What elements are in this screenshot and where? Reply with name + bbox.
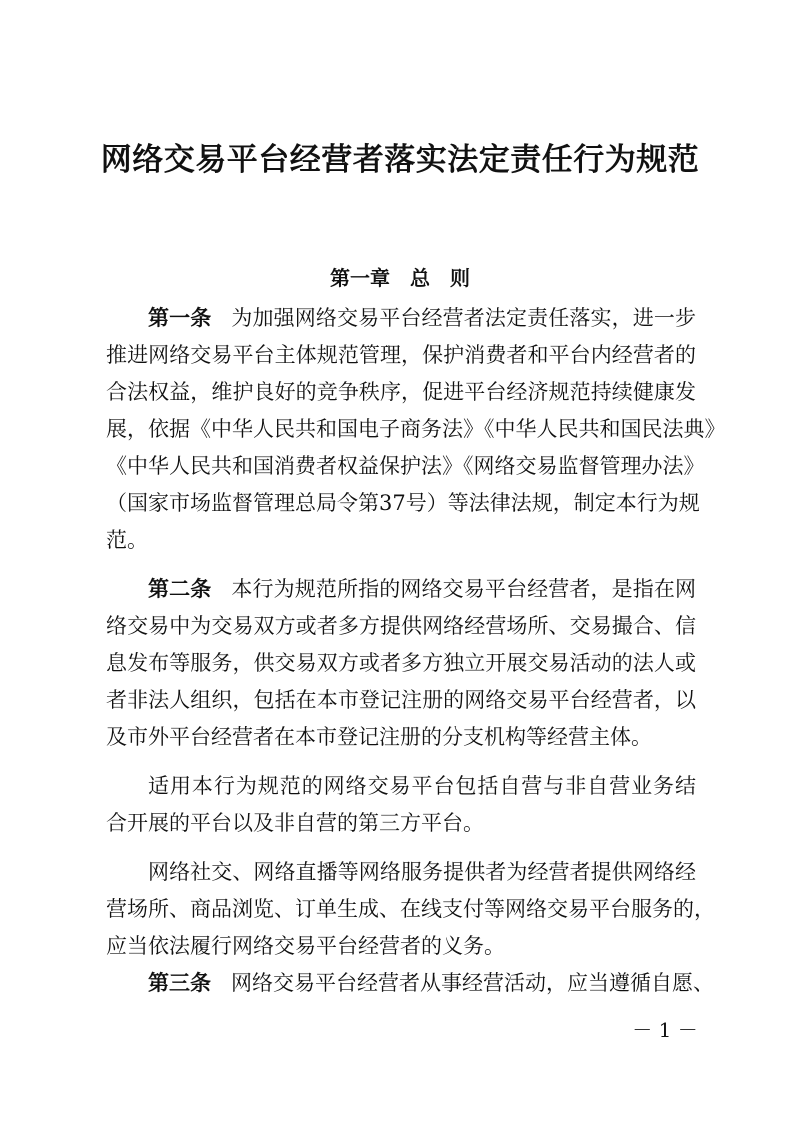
paragraph-line: 第二条 本行为规范所指的网络交易平台经营者，是指在网 <box>148 577 696 601</box>
paragraph-line: 营场所、商品浏览、订单生成、在线支付等网络交易平台服务的， <box>106 897 715 921</box>
paragraph-line: 第一条 为加强网络交易平台经营者法定责任落实，进一步 <box>148 306 696 330</box>
paragraph-line: 第三条 网络交易平台经营者从事经营活动，应当遵循自愿、 <box>148 971 714 995</box>
paragraph-line: 应当依法履行网络交易平台经营者的义务。 <box>106 934 505 958</box>
paragraph-line: 络交易中为交易双方或者多方提供网络经营场所、交易撮合、信 <box>106 614 696 638</box>
paragraph-line: 展，依据《中华人民共和国电子商务法》《中华人民共和国民法典》 <box>106 417 726 441</box>
paragraph-line: 及市外平台经营者在本市登记注册的分支机构等经营主体。 <box>106 725 652 749</box>
paragraph-line: 合开展的平台以及非自营的第三方平台。 <box>106 811 484 835</box>
paragraph-line: 网络社交、网络直播等网络服务提供者为经营者提供网络经 <box>148 860 696 884</box>
article-number: 第三条 <box>148 971 211 995</box>
chapter-heading: 第一章 总 则 <box>330 266 470 290</box>
document-title: 网络交易平台经营者落实法定责任行为规范 <box>100 142 700 178</box>
paragraph-line: （国家市场监督管理总局令第37号）等法律法规，制定本行为规 <box>106 491 700 515</box>
paragraph-line: 适用本行为规范的网络交易平台包括自营与非自营业务结 <box>148 774 696 798</box>
paragraph-line: 推进网络交易平台主体规范管理，保护消费者和平台内经营者的 <box>106 343 696 367</box>
paragraph-line: 息发布等服务，供交易双方或者多方独立开展交易活动的法人或 <box>106 651 696 675</box>
paragraph-line: 合法权益，维护良好的竞争秩序，促进平台经济规范持续健康发 <box>106 380 696 404</box>
article-number: 第二条 <box>148 577 212 601</box>
paragraph-line: 者非法人组织，包括在本市登记注册的网络交易平台经营者，以 <box>106 688 696 712</box>
article-number: 第一条 <box>148 306 212 330</box>
paragraph-line: 《中华人民共和国消费者权益保护法》《网络交易监督管理办法》 <box>106 454 705 478</box>
page-number: － 1 － <box>632 1018 698 1042</box>
paragraph-line: 范。 <box>106 528 148 552</box>
